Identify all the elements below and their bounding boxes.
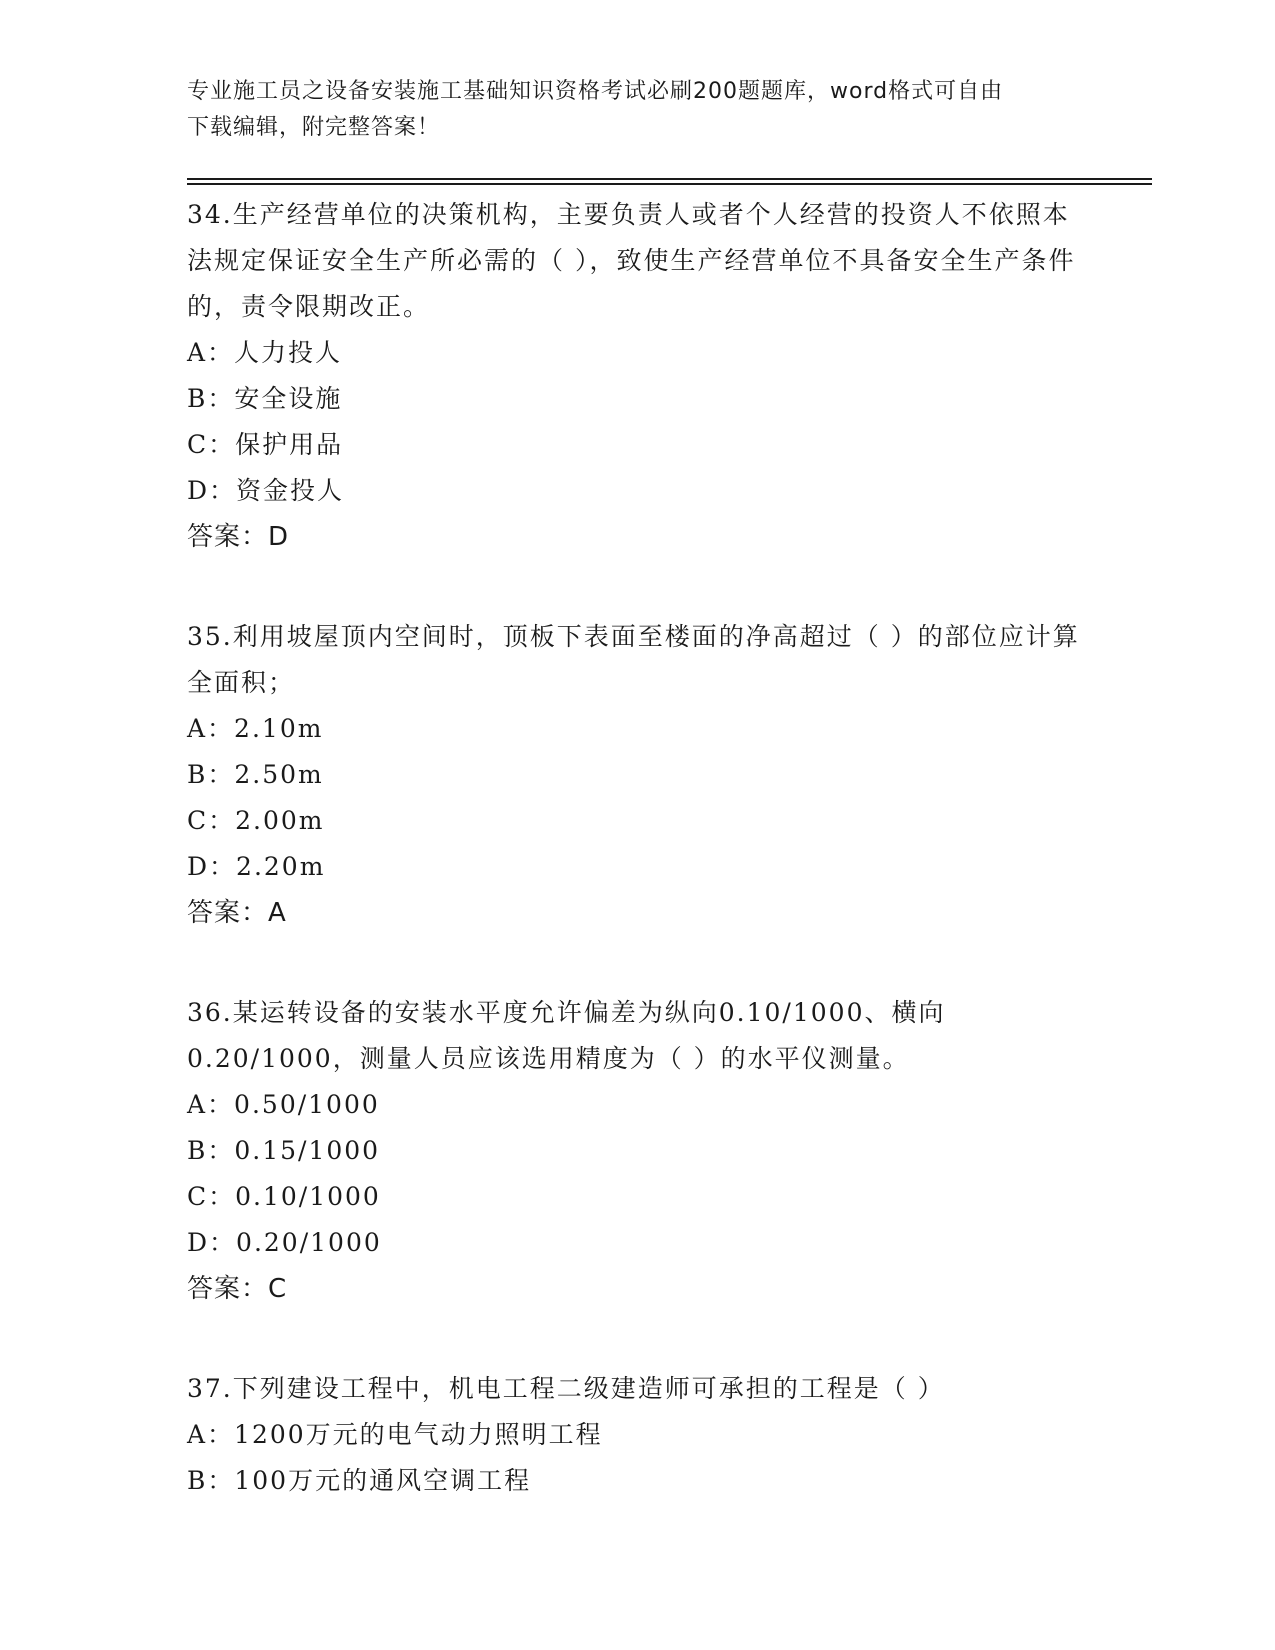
option-b: B：2.50m [187,760,324,789]
document-header [187,74,1067,146]
header-divider-top [187,178,1152,180]
option-c: C：0.10/1000 [187,1182,381,1211]
question-37 [187,1366,1087,1504]
option-b: B：0.15/1000 [187,1136,381,1165]
question-text: 37.下列建设工程中，机电工程二级建造师可承担的工程是（ ） [187,1374,945,1403]
option-b: B：100万元的通风空调工程 [187,1466,532,1495]
question-text: 34.生产经营单位的决策机构，主要负责人或者个人经营的投资人不依照本法规定保证安全生产所必需的（ ），致使生产经营单位不具备安全生产条件的，责令限期改正。 [187,200,1076,321]
option-a: A：人力投人 [187,338,343,367]
answer-line: 答案：D [187,522,290,552]
option-c: C：保护用品 [187,430,344,459]
option-b: B：安全设施 [187,384,343,413]
option-a: A：2.10m [187,714,324,743]
question-35 [187,614,1087,936]
header-divider-bottom [187,183,1152,185]
header-line-1: 专业施工员之设备安装施工基础知识资格考试必刷200题题库，word格式可自由 [187,79,1004,104]
option-a: A：1200万元的电气动力照明工程 [187,1420,603,1449]
option-d: D：0.20/1000 [187,1228,382,1257]
question-34 [187,192,1087,560]
header-line-2: 下载编辑，附完整答案！ [187,115,441,140]
answer-line: 答案：A [187,898,287,928]
option-a: A：0.50/1000 [187,1090,380,1119]
option-c: C：2.00m [187,806,325,835]
answer-line: 答案：C [187,1274,288,1304]
option-d: D：资金投人 [187,476,345,505]
question-text: 35.利用坡屋顶内空间时，顶板下表面至楼面的净高超过（ ）的部位应计算全面积； [187,622,1080,697]
option-d: D：2.20m [187,852,326,881]
question-36 [187,990,1087,1312]
question-list [187,192,1087,1558]
question-text: 36.某运转设备的安装水平度允许偏差为纵向0.10/1000、横向0.20/1000，测量人员应该选用精度为（ ）的水平仪测量。 [187,998,946,1073]
